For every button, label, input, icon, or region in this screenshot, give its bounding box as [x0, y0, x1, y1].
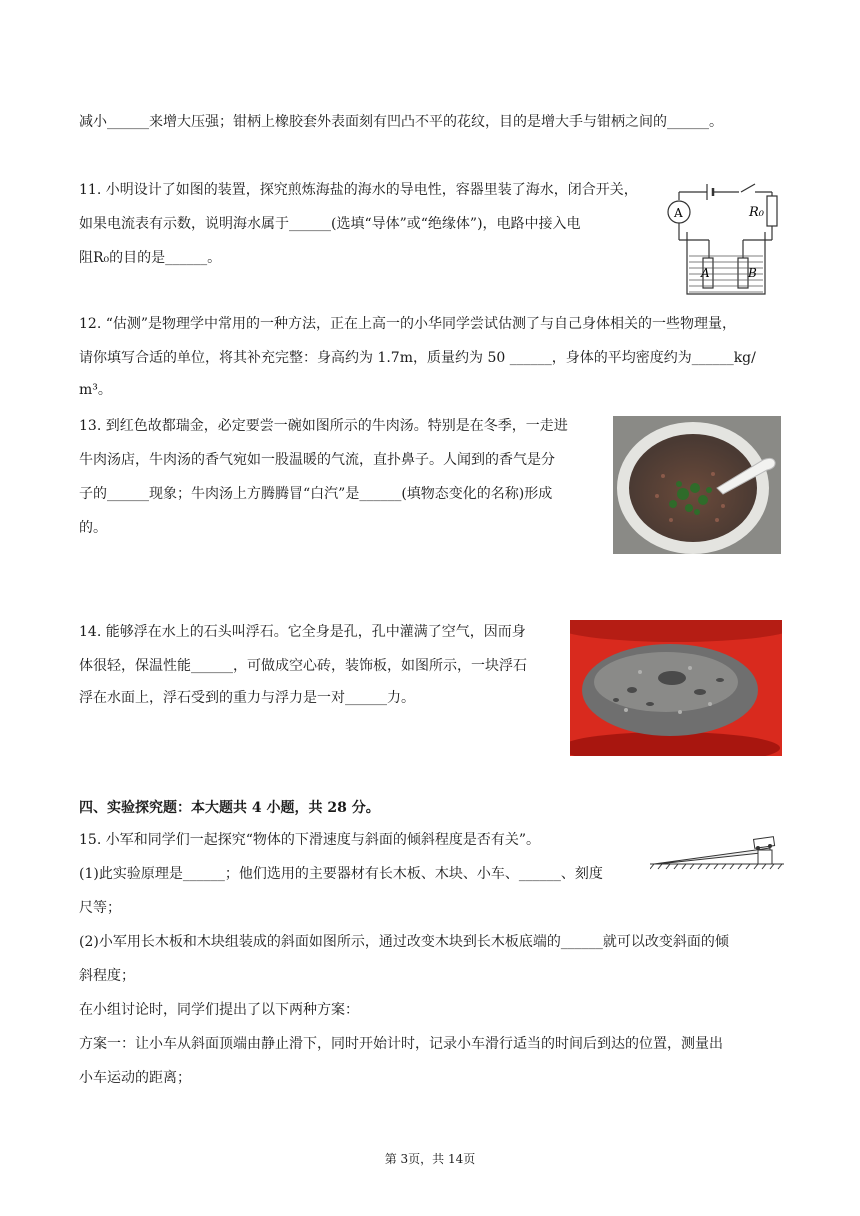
- q12-line-1: 12. “估测”是物理学中常用的一种方法，正在上高一的小华同学尝试估测了与自己身体相关的一些物理量，: [79, 316, 737, 332]
- electrode-a-label: A: [701, 266, 710, 280]
- q12-line-3: m³。: [79, 382, 112, 398]
- incline-figure: [650, 830, 784, 870]
- q13-line-3: 子的______现象；牛肉汤上方腾腾冒“白汽”是______(填物态变化的名称)形成: [79, 486, 553, 502]
- q14-line-3: 浮在水面上，浮石受到的重力与浮力是一对______力。: [79, 690, 415, 706]
- q15-line-8: 小车运动的距离；: [79, 1070, 191, 1086]
- q13-line-1: 13. 到红色故都瑞金，必定要尝一碗如图所示的牛肉汤。特别是在冬季，一走进: [79, 418, 568, 434]
- q11-line-2: 如果电流表有示数，说明海水属于______(选填“导体”或“绝缘体”)，电路中接入电: [79, 216, 581, 232]
- section-4-heading: 四、实验探究题：本大题共 4 小题，共 28 分。: [79, 800, 380, 816]
- q13-line-2: 牛肉汤店，牛肉汤的香气宛如一股温暖的气流，直扑鼻子。人闻到的香气是分: [79, 452, 555, 468]
- q14-line-2: 体很轻，保温性能______，可做成空心砖，装饰板，如图所示，一块浮石: [79, 658, 527, 674]
- q15-line-5: 斜程度；: [79, 968, 135, 984]
- page-footer: 第 3页，共 14页: [384, 1152, 476, 1166]
- pumice-photo: [570, 620, 782, 756]
- q15-line-3: 尺等；: [79, 900, 121, 916]
- q15-line-2: (1)此实验原理是______；他们选用的主要器材有长木板、木块、小车、______、刻度: [79, 866, 603, 882]
- resistor-label: R₀: [749, 205, 764, 220]
- circuit-figure: [657, 180, 787, 300]
- q13-line-4: 的。: [79, 520, 107, 536]
- q10-tail: 减小______来增大压强；钳柄上橡胶套外表面刻有凹凸不平的花纹，目的是增大手与钳柄之间的______。: [79, 114, 723, 130]
- q15-line-7: 方案一：让小车从斜面顶端由静止滑下，同时开始计时，记录小车滑行适当的时间后到达的位置，测量出: [79, 1036, 723, 1052]
- beef-soup-photo: [613, 416, 781, 554]
- q11-line-1: 11. 小明设计了如图的装置，探究煎炼海盐的海水的导电性，容器里装了海水，闭合开关，: [79, 182, 638, 198]
- q14-line-1: 14. 能够浮在水上的石头叫浮石。它全身是孔，孔中灌满了空气，因而身: [79, 624, 526, 640]
- electrode-b-label: B: [748, 266, 757, 280]
- q15-line-4: (2)小军用长木板和木块组装成的斜面如图所示，通过改变木块到长木板底端的______就可以改变斜面的倾: [79, 934, 729, 950]
- q15-line-1: 15. 小军和同学们一起探究“物体的下滑速度与斜面的倾斜程度是否有关”。: [79, 832, 541, 848]
- ammeter-label: A: [674, 206, 683, 220]
- q15-line-6: 在小组讨论时，同学们提出了以下两种方案：: [79, 1002, 359, 1018]
- q11-line-3: 阻R₀的目的是______。: [79, 250, 222, 266]
- q12-line-2: 请你填写合适的单位，将其补充完整：身高约为 1.7m，质量约为 50 ______，身体的平均密度约为______kg/: [79, 350, 756, 366]
